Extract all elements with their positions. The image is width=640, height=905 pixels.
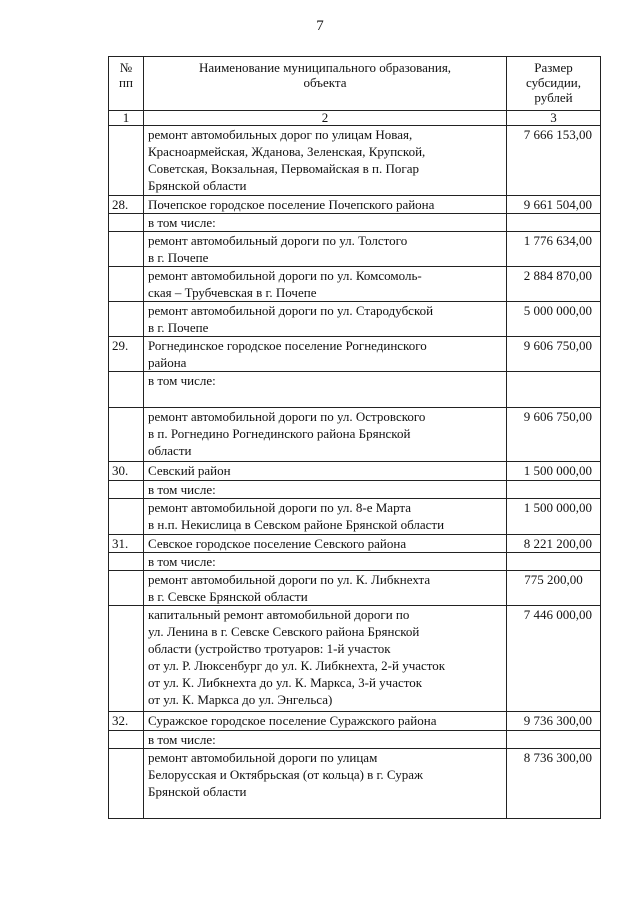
table-row — [109, 499, 601, 535]
column-index: 3 — [507, 111, 601, 126]
row-name-line: Севское городское поселение Севского района — [148, 536, 407, 551]
header-name — [144, 57, 507, 111]
row-name-line: капитальный ремонт автомобильной дороги по — [148, 607, 410, 622]
header-size — [507, 57, 601, 111]
row-name-line: Почепское городское поселение Почепского района — [148, 197, 435, 212]
row-number: 28. — [109, 196, 144, 214]
row-amount — [507, 372, 601, 408]
row-name-line: области — [148, 443, 192, 458]
header-num-line: пп — [119, 75, 133, 90]
row-amount — [507, 731, 601, 749]
row-name — [144, 571, 507, 606]
table-row — [109, 372, 601, 408]
row-name — [144, 535, 507, 553]
table-row — [109, 731, 601, 749]
row-name — [144, 337, 507, 372]
column-index-row — [109, 111, 601, 126]
row-name-line: ремонт автомобильной дороги по ул. К. Либкнехта — [148, 572, 431, 587]
header-size-line: Размер — [534, 60, 573, 75]
row-name — [144, 408, 507, 462]
header-num — [109, 57, 144, 111]
header-size-line: рублей — [534, 90, 573, 105]
row-amount: 2 884 870,00 — [507, 267, 601, 302]
row-name-line: области (устройство тротуаров: 1-й участок — [148, 641, 391, 656]
row-name-line: ремонт автомобильной дороги по ул. Островского — [148, 409, 426, 424]
row-name-line: района — [148, 355, 187, 370]
table-row — [109, 337, 601, 372]
row-name-line: в н.п. Некислица в Севском районе Брянской области — [148, 517, 445, 532]
row-number — [109, 499, 144, 535]
table-row — [109, 408, 601, 462]
row-number — [109, 267, 144, 302]
row-name-line: ремонт автомобильной дороги по ул. Стародубской — [148, 303, 434, 318]
row-amount: 1 500 000,00 — [507, 462, 601, 481]
header-num-line: № — [119, 60, 133, 75]
row-amount — [507, 481, 601, 499]
row-name-line: Рогнединское городское поселение Рогнединского — [148, 338, 427, 353]
row-number — [109, 408, 144, 462]
row-name-line: ремонт автомобильных дорог по улицам Новая, — [148, 127, 413, 142]
row-name — [144, 302, 507, 337]
row-name — [144, 214, 507, 232]
row-name — [144, 606, 507, 712]
row-name-line: от ул. К. Либкнехта до ул. К. Маркса, 3-й участок — [148, 675, 423, 690]
column-index: 2 — [144, 111, 507, 126]
table-row — [109, 553, 601, 571]
header-name-line: Наименование муниципального образования, — [198, 60, 452, 75]
row-amount: 8 736 300,00 — [507, 749, 601, 819]
row-amount: 9 661 504,00 — [507, 196, 601, 214]
table-row — [109, 571, 601, 606]
row-number — [109, 571, 144, 606]
row-name-line: в том числе: — [148, 732, 216, 747]
row-number — [109, 749, 144, 819]
row-number — [109, 606, 144, 712]
page-number: 7 — [316, 18, 324, 34]
table-row — [109, 302, 601, 337]
row-number: 30. — [109, 462, 144, 481]
row-number — [109, 214, 144, 232]
row-number — [109, 731, 144, 749]
row-number: 29. — [109, 337, 144, 372]
row-amount: 1 500 000,00 — [507, 499, 601, 535]
row-number — [109, 481, 144, 499]
row-name-line: ремонт автомобильной дороги по улицам — [148, 750, 378, 765]
row-amount: 775 200,00 — [507, 571, 601, 606]
table-row — [109, 214, 601, 232]
table-row — [109, 481, 601, 499]
table-row — [109, 267, 601, 302]
row-name-line: Брянской области — [148, 178, 247, 193]
row-name-line: Красноармейская, Жданова, Зеленская, Крупской, — [148, 144, 426, 159]
row-name-line: ремонт автомобильный дороги по ул. Толстого — [148, 233, 408, 248]
row-name-line: Суражское городское поселение Суражского района — [148, 713, 437, 728]
row-name — [144, 481, 507, 499]
table-row — [109, 126, 601, 196]
table-row — [109, 606, 601, 712]
row-name-line: ремонт автомобильной дороги по ул. Комсомоль- — [148, 268, 422, 283]
row-name-line: ул. Ленина в г. Севске Севского района Брянской — [148, 624, 420, 639]
row-name-line: в том числе: — [148, 215, 216, 230]
row-name — [144, 232, 507, 267]
row-amount — [507, 553, 601, 571]
row-name — [144, 126, 507, 196]
table-row — [109, 462, 601, 481]
row-name-line: в г. Севске Брянской области — [148, 589, 308, 604]
table-row — [109, 749, 601, 819]
row-name — [144, 372, 507, 408]
row-name-line: в том числе: — [148, 554, 216, 569]
header-name-line: объекта — [303, 75, 347, 90]
row-name-line: Белорусская и Октябрьская (от кольца) в г. Сураж — [148, 767, 424, 782]
table-row — [109, 712, 601, 731]
table-row — [109, 196, 601, 214]
row-name-line: Брянской области — [148, 784, 247, 799]
row-name — [144, 499, 507, 535]
row-amount: 9 606 750,00 — [507, 337, 601, 372]
row-number: 32. — [109, 712, 144, 731]
column-index: 1 — [109, 111, 144, 126]
row-name-line: в г. Почепе — [148, 320, 209, 335]
row-number — [109, 232, 144, 267]
row-number — [109, 372, 144, 408]
row-name — [144, 196, 507, 214]
row-name — [144, 712, 507, 731]
row-name — [144, 462, 507, 481]
row-number — [109, 553, 144, 571]
row-amount: 1 776 634,00 — [507, 232, 601, 267]
row-amount — [507, 214, 601, 232]
subsidy-table — [108, 56, 601, 819]
table-body — [109, 126, 601, 819]
row-name-line: от ул. Р. Люксенбург до ул. К. Либкнехта, 2-й участок — [148, 658, 446, 673]
row-name-line: в г. Почепе — [148, 250, 209, 265]
row-amount: 7 446 000,00 — [507, 606, 601, 712]
row-amount: 7 666 153,00 — [507, 126, 601, 196]
row-amount: 5 000 000,00 — [507, 302, 601, 337]
row-number: 31. — [109, 535, 144, 553]
table-row — [109, 232, 601, 267]
row-name-line: в том числе: — [148, 373, 216, 388]
row-name-line: от ул. К. Маркса до ул. Энгельса) — [148, 692, 333, 707]
row-name-line: Севский район — [148, 463, 231, 478]
row-number — [109, 126, 144, 196]
row-amount: 9 606 750,00 — [507, 408, 601, 462]
row-name — [144, 267, 507, 302]
row-name-line: в п. Рогнедино Рогнединского района Брянской — [148, 426, 411, 441]
row-name-line: Советская, Вокзальная, Первомайская в п. Погар — [148, 161, 419, 176]
row-name — [144, 749, 507, 819]
row-amount: 9 736 300,00 — [507, 712, 601, 731]
row-name-line: ская – Трубчевская в г. Почепе — [148, 285, 317, 300]
row-name — [144, 553, 507, 571]
row-name-line: ремонт автомобильной дороги по ул. 8-е Марта — [148, 500, 412, 515]
row-number — [109, 302, 144, 337]
row-name-line: в том числе: — [148, 482, 216, 497]
table-row — [109, 535, 601, 553]
row-amount: 8 221 200,00 — [507, 535, 601, 553]
row-name — [144, 731, 507, 749]
header-size-line: субсидии, — [525, 75, 582, 90]
table-header-row — [109, 57, 601, 111]
